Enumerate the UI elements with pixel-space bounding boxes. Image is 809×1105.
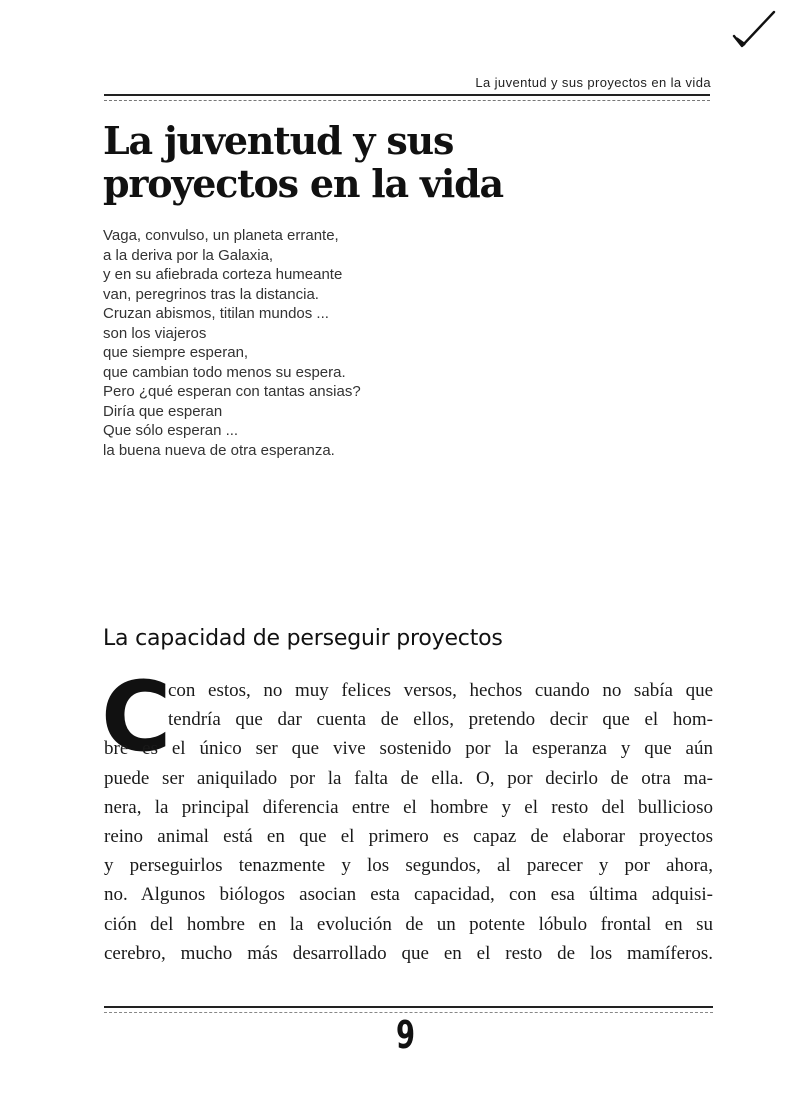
paragraph-line: con estos, no muy felices versos, hechos cuando no sabía que (168, 680, 713, 701)
header-rule-dashed (104, 100, 710, 101)
chapter-title (103, 119, 623, 205)
poem-line: Vaga, convulso, un planeta errante, (103, 227, 339, 244)
poem-line: que siempre esperan, (103, 344, 249, 361)
poem (103, 226, 361, 460)
poem-line: la buena nueva de otra esperanza. (103, 441, 335, 459)
poem-line: Diría que esperan (103, 402, 223, 420)
paragraph-line: nera, la principal diferencia entre el hombre y el resto del bullicioso (104, 796, 713, 818)
poem-line: van, peregrinos tras la distancia. (103, 285, 319, 303)
paragraph-line: ción del hombre en la evolución de un potente lóbulo frontal en su (104, 913, 713, 935)
body-paragraph (104, 676, 713, 968)
paragraph-line: reino animal está en que el primero es capaz de elaborar proyectos (104, 826, 713, 848)
chapter-title-line-2: proyectos en la vida (103, 161, 503, 206)
running-header: La juventud y sus proyectos en la vida (475, 75, 711, 90)
poem-line: Que sólo esperan ... (103, 422, 239, 439)
poem-line: Cruzan abismos, titilan mundos ... (103, 305, 329, 322)
drop-cap: C (101, 661, 172, 773)
checkmark-icon (728, 8, 778, 53)
paragraph-line: puede ser aniquilado por la falta de ella. O, por decirlo de otra ma- (104, 767, 713, 789)
poem-line: son los viajeros (103, 324, 207, 342)
poem-line: que cambian todo menos su espera. (103, 363, 346, 381)
poem-line: y en su afiebrada corteza humeante (103, 266, 343, 283)
poem-line: a la deriva por la Galaxia, (103, 246, 274, 264)
paragraph-line: bre es el único ser que vive sostenido por la esperanza y que aún (104, 738, 713, 760)
section-heading: La capacidad de perseguir proyectos (103, 626, 503, 651)
poem-line: Pero ¿qué esperan con tantas ansias? (103, 383, 361, 400)
paragraph-line: y perseguirlos tenazmente y los segundos, al parecer y por ahora, (104, 855, 713, 877)
page-number: 9 (396, 1013, 416, 1057)
header-rule (104, 94, 710, 96)
footer-rule (104, 1006, 713, 1008)
paragraph-line: no. Algunos biólogos asocian esta capacidad, con esa última adquisi- (104, 884, 713, 906)
paragraph-line: tendría que dar cuenta de ellos, pretendo decir que el hom- (168, 709, 713, 731)
chapter-title-line-1: La juventud y sus (103, 118, 454, 163)
paragraph-line: cerebro, mucho más desarrollado que en el resto de los mamíferos. (104, 942, 713, 964)
